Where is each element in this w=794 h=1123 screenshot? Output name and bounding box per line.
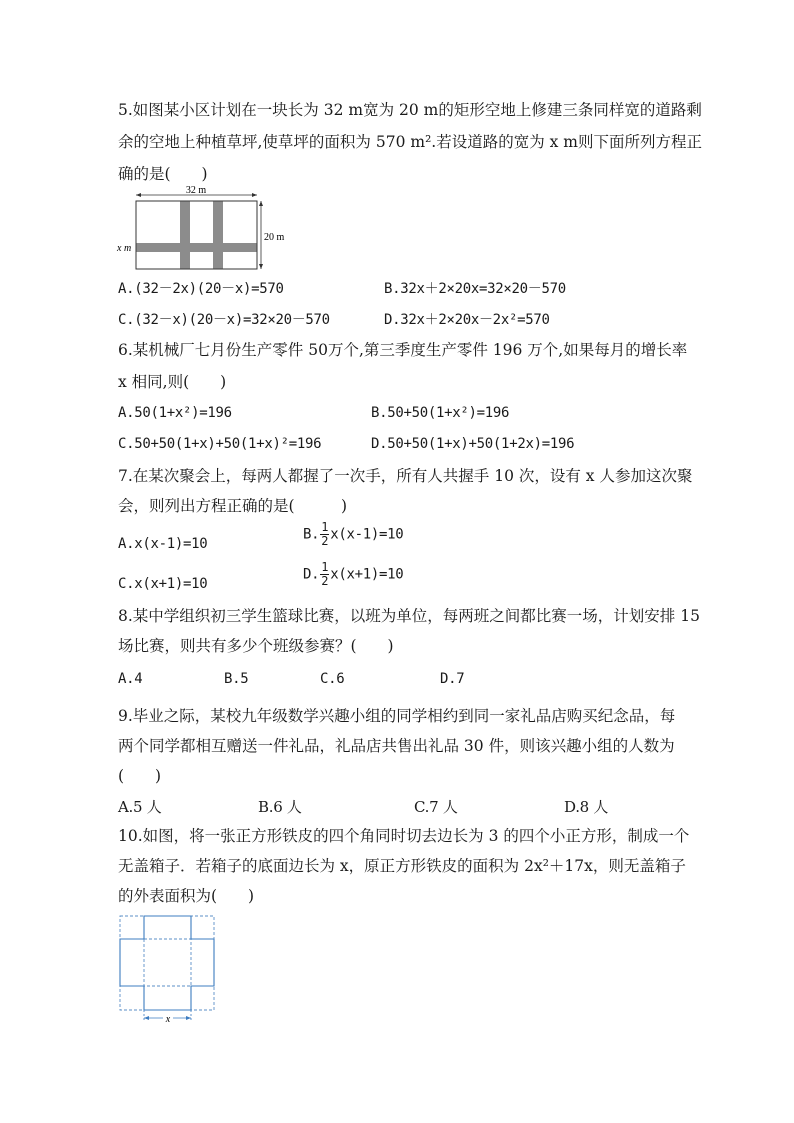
q6-line2: x 相同,则( ) [118,373,227,391]
q9-option-c: C.7 人 [414,798,458,816]
q5-line1: 5.如图某小区计划在一块长为 32 m宽为 20 m的矩形空地上修建三条同样宽的道路剩 [118,101,702,119]
q5-fig-right-label: 20 m [264,232,285,243]
q7-option-c: C.x(x+1)=10 [118,576,208,592]
q10-fig-bottom-label: x [165,1014,171,1024]
q8-option-c: C.6 [320,671,345,687]
q7-b-numerator: 1 [321,520,329,534]
q5-line3: 确的是( ) [118,165,208,183]
q7-option-b [303,521,403,548]
q7-d-numerator: 1 [321,560,329,574]
q6-option-d: D.50+50(1+x)+50(1+2x)=196 [371,436,575,452]
q7-d-prefix: D. [303,566,320,583]
q5-line2: 余的空地上种植草坪,使草坪的面积为 570 m².若设道路的宽为 x m则下面所列方程正 [118,133,702,151]
q9-option-a: A.5 人 [118,798,162,816]
q7-b-prefix: B. [303,526,320,543]
q10-box-net-figure [116,912,220,1024]
q6-option-c: C.50+50(1+x)+50(1+x)²=196 [118,436,322,452]
q5-fig-left-label: x m [117,243,132,254]
q5-option-c: C.(32－x)(20－x)=32×20－570 [118,312,330,328]
q7-line2: 会，则列出方程正确的是( ) [118,497,348,515]
q5-option-a: A.(32－2x)(20－x)=570 [118,281,284,297]
q8-line1: 8.某中学组织初三学生篮球比赛，以班为单位，每两班之间都比赛一场，计划安排 15 [118,607,700,625]
q5-option-d: D.32x＋2×20x－2x²=570 [384,312,550,328]
q7-line1: 7.在某次聚会上，每两人都握了一次手，所有人共握手 10 次，设有 x 人参加这次聚 [118,467,693,485]
q10-line2: 无盖箱子．若箱子的底面边长为 x，原正方形铁皮的面积为 2x²＋17x，则无盖箱子 [118,857,686,875]
q5-fig-top-label: 32 m [185,185,207,196]
q6-option-a: A.50(1+x²)=196 [118,405,232,421]
q8-option-d: D.7 [440,671,465,687]
q5-option-b: B.32x＋2×20x=32×20－570 [384,281,566,297]
q10-line3: 的外表面积为( ) [118,887,255,905]
q7-b-denominator: 2 [321,534,329,548]
q7-b-rest: x(x-1)=10 [330,526,404,543]
q5-road-figure [114,184,294,276]
q9-line1: 9.毕业之际，某校九年级数学兴趣小组的同学相约到同一家礼品店购买纪念品，每 [118,707,676,725]
q7-d-denominator: 2 [321,574,329,588]
q8-line2: 场比赛，则共有多少个班级参赛？( ) [118,637,394,655]
q7-option-d [303,561,403,588]
q9-option-b: B.6 人 [258,798,302,816]
q9-option-d: D.8 人 [564,798,609,816]
q8-option-b: B.5 [224,671,249,687]
q6-line1: 6.某机械厂七月份生产零件 50万个,第三季度生产零件 196 万个,如果每月的增长率 [118,341,688,359]
q9-line3: ( ) [118,767,162,785]
q10-line1: 10.如图，将一张正方形铁皮的四个角同时切去边长为 3 的四个小正方形，制成一个 [118,827,690,845]
q9-line2: 两个同学都相互赠送一件礼品，礼品店共售出礼品 30 件，则该兴趣小组的人数为 [118,737,675,755]
q7-d-rest: x(x+1)=10 [330,566,404,583]
q7-option-a: A.x(x-1)=10 [118,536,208,552]
q8-option-a: A.4 [118,671,143,687]
q6-option-b: B.50+50(1+x²)=196 [371,405,510,421]
